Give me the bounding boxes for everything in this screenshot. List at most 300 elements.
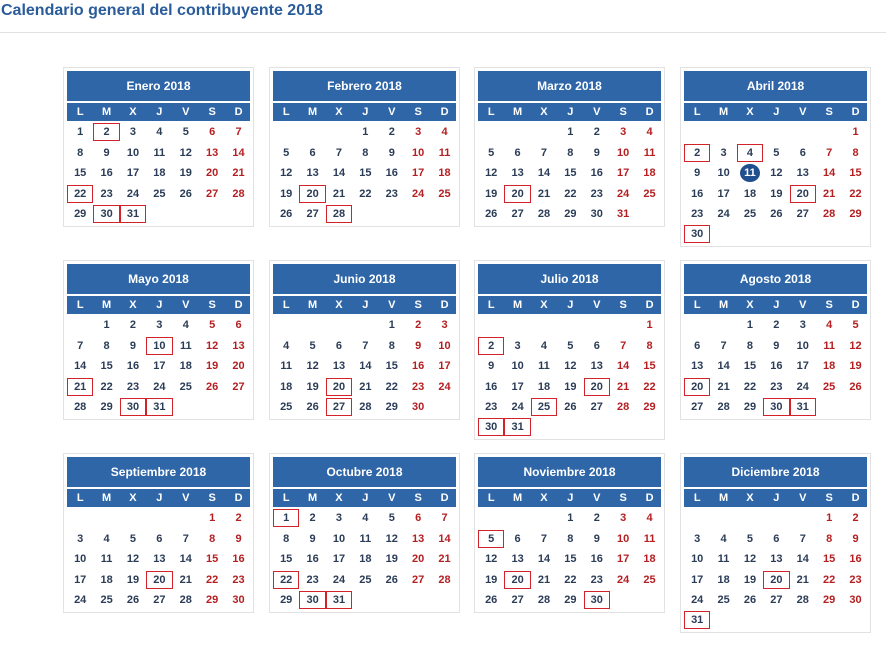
day-cell[interactable]: 17 [326, 550, 352, 568]
day-cell[interactable]: 1 [67, 123, 93, 141]
day-cell[interactable]: 26 [842, 378, 868, 396]
day-cell[interactable]: 9 [584, 144, 610, 162]
day-cell[interactable]: 10 [684, 550, 710, 568]
deadline-day[interactable]: 20 [299, 185, 325, 203]
day-cell[interactable]: 12 [478, 164, 504, 182]
day-cell[interactable]: 1 [842, 123, 868, 141]
day-cell[interactable]: 17 [610, 164, 636, 182]
day-cell[interactable]: 17 [504, 378, 530, 396]
day-cell[interactable]: 6 [405, 509, 431, 527]
day-cell[interactable]: 7 [610, 337, 636, 355]
day-cell[interactable]: 19 [737, 571, 763, 589]
day-cell[interactable]: 15 [816, 550, 842, 568]
day-cell[interactable]: 15 [636, 357, 662, 375]
day-cell[interactable]: 8 [273, 530, 299, 548]
day-cell[interactable]: 14 [173, 550, 199, 568]
day-cell[interactable]: 28 [790, 591, 816, 609]
day-cell[interactable]: 8 [379, 337, 405, 355]
day-cell[interactable]: 17 [684, 571, 710, 589]
day-cell[interactable]: 11 [816, 337, 842, 355]
day-cell[interactable]: 16 [405, 357, 431, 375]
day-cell[interactable]: 30 [225, 591, 251, 609]
day-cell[interactable]: 11 [273, 357, 299, 375]
day-cell[interactable]: 7 [816, 144, 842, 162]
day-cell[interactable]: 18 [146, 164, 172, 182]
day-cell[interactable]: 22 [93, 378, 119, 396]
day-cell[interactable]: 13 [790, 164, 816, 182]
day-cell[interactable]: 11 [531, 357, 557, 375]
day-cell[interactable]: 15 [93, 357, 119, 375]
day-cell[interactable]: 9 [584, 530, 610, 548]
day-cell[interactable]: 25 [273, 398, 299, 416]
day-cell[interactable]: 28 [352, 398, 378, 416]
day-cell[interactable]: 14 [352, 357, 378, 375]
day-cell[interactable]: 20 [199, 164, 225, 182]
day-cell[interactable]: 7 [531, 530, 557, 548]
deadline-day[interactable]: 25 [531, 398, 557, 416]
day-cell[interactable]: 27 [790, 205, 816, 223]
day-cell[interactable]: 9 [763, 337, 789, 355]
day-cell[interactable]: 24 [610, 571, 636, 589]
day-cell[interactable]: 23 [225, 571, 251, 589]
day-cell[interactable]: 11 [146, 144, 172, 162]
day-cell[interactable]: 18 [93, 571, 119, 589]
day-cell[interactable]: 1 [93, 316, 119, 334]
day-cell[interactable]: 18 [710, 571, 736, 589]
day-cell[interactable]: 4 [431, 123, 457, 141]
deadline-day[interactable]: 30 [763, 398, 789, 416]
day-cell[interactable]: 6 [684, 337, 710, 355]
day-cell[interactable]: 26 [737, 591, 763, 609]
day-cell[interactable]: 10 [610, 144, 636, 162]
day-cell[interactable]: 12 [299, 357, 325, 375]
day-cell[interactable]: 4 [93, 530, 119, 548]
day-cell[interactable]: 4 [352, 509, 378, 527]
day-cell[interactable]: 26 [763, 205, 789, 223]
deadline-day[interactable]: 31 [684, 611, 710, 629]
day-cell[interactable]: 13 [405, 530, 431, 548]
deadline-day[interactable]: 31 [504, 418, 530, 436]
day-cell[interactable]: 12 [379, 530, 405, 548]
day-cell[interactable]: 29 [67, 205, 93, 223]
day-cell[interactable]: 27 [199, 185, 225, 203]
deadline-day[interactable]: 20 [504, 571, 530, 589]
day-cell[interactable]: 4 [146, 123, 172, 141]
day-cell[interactable]: 8 [557, 530, 583, 548]
day-cell[interactable]: 8 [816, 530, 842, 548]
day-cell[interactable]: 3 [146, 316, 172, 334]
day-cell[interactable]: 28 [531, 591, 557, 609]
day-cell[interactable]: 23 [379, 185, 405, 203]
day-cell[interactable]: 6 [504, 530, 530, 548]
day-cell[interactable]: 27 [763, 591, 789, 609]
day-cell[interactable]: 19 [173, 164, 199, 182]
day-cell[interactable]: 27 [299, 205, 325, 223]
day-cell[interactable]: 25 [816, 378, 842, 396]
day-cell[interactable]: 6 [790, 144, 816, 162]
day-cell[interactable]: 12 [842, 337, 868, 355]
day-cell[interactable]: 11 [352, 530, 378, 548]
day-cell[interactable]: 26 [199, 378, 225, 396]
day-cell[interactable]: 27 [584, 398, 610, 416]
day-cell[interactable]: 24 [504, 398, 530, 416]
day-cell[interactable]: 26 [173, 185, 199, 203]
day-cell[interactable]: 4 [816, 316, 842, 334]
day-cell[interactable]: 4 [173, 316, 199, 334]
deadline-day[interactable]: 1 [273, 509, 299, 527]
day-cell[interactable]: 23 [763, 378, 789, 396]
day-cell[interactable]: 9 [842, 530, 868, 548]
day-cell[interactable]: 17 [790, 357, 816, 375]
day-cell[interactable]: 13 [326, 357, 352, 375]
day-cell[interactable]: 22 [816, 571, 842, 589]
day-cell[interactable]: 7 [326, 144, 352, 162]
day-cell[interactable]: 24 [710, 205, 736, 223]
day-cell[interactable]: 8 [93, 337, 119, 355]
day-cell[interactable]: 7 [431, 509, 457, 527]
deadline-day[interactable]: 30 [299, 591, 325, 609]
day-cell[interactable]: 16 [299, 550, 325, 568]
deadline-day[interactable]: 4 [737, 144, 763, 162]
day-cell[interactable]: 17 [431, 357, 457, 375]
day-cell[interactable]: 26 [299, 398, 325, 416]
day-cell[interactable]: 1 [352, 123, 378, 141]
day-cell[interactable]: 21 [352, 378, 378, 396]
day-cell[interactable]: 29 [557, 205, 583, 223]
deadline-day[interactable]: 20 [326, 378, 352, 396]
day-cell[interactable]: 17 [610, 550, 636, 568]
day-cell[interactable]: 10 [504, 357, 530, 375]
day-cell[interactable]: 12 [273, 164, 299, 182]
day-cell[interactable]: 23 [842, 571, 868, 589]
day-cell[interactable]: 7 [531, 144, 557, 162]
day-cell[interactable]: 17 [710, 185, 736, 203]
day-cell[interactable]: 22 [557, 571, 583, 589]
day-cell[interactable]: 14 [67, 357, 93, 375]
day-cell[interactable]: 22 [352, 185, 378, 203]
day-cell[interactable]: 3 [610, 509, 636, 527]
day-cell[interactable]: 22 [737, 378, 763, 396]
day-cell[interactable]: 10 [405, 144, 431, 162]
day-cell[interactable]: 19 [763, 185, 789, 203]
day-cell[interactable]: 19 [379, 550, 405, 568]
day-cell[interactable]: 21 [431, 550, 457, 568]
day-cell[interactable]: 3 [684, 530, 710, 548]
day-cell[interactable]: 23 [93, 185, 119, 203]
day-cell[interactable]: 25 [636, 185, 662, 203]
day-cell[interactable]: 29 [557, 591, 583, 609]
day-cell[interactable]: 1 [816, 509, 842, 527]
day-cell[interactable]: 3 [405, 123, 431, 141]
day-cell[interactable]: 10 [431, 337, 457, 355]
day-cell[interactable]: 22 [842, 185, 868, 203]
day-cell[interactable]: 29 [816, 591, 842, 609]
day-cell[interactable]: 16 [842, 550, 868, 568]
day-cell[interactable]: 12 [557, 357, 583, 375]
day-cell[interactable]: 13 [504, 164, 530, 182]
deadline-day[interactable]: 30 [120, 398, 146, 416]
day-cell[interactable]: 2 [225, 509, 251, 527]
day-cell[interactable]: 5 [273, 144, 299, 162]
day-cell[interactable]: 29 [199, 591, 225, 609]
deadline-day[interactable]: 22 [67, 185, 93, 203]
deadline-day[interactable]: 20 [763, 571, 789, 589]
day-cell[interactable]: 13 [504, 550, 530, 568]
day-cell[interactable]: 24 [790, 378, 816, 396]
day-cell[interactable]: 21 [790, 571, 816, 589]
day-cell[interactable]: 29 [379, 398, 405, 416]
day-cell[interactable]: 10 [67, 550, 93, 568]
day-cell[interactable]: 31 [610, 205, 636, 223]
day-cell[interactable]: 27 [504, 205, 530, 223]
deadline-day[interactable]: 30 [478, 418, 504, 436]
day-cell[interactable]: 22 [636, 378, 662, 396]
day-cell[interactable]: 25 [146, 185, 172, 203]
day-cell[interactable]: 9 [405, 337, 431, 355]
deadline-day[interactable]: 31 [326, 591, 352, 609]
day-cell[interactable]: 4 [710, 530, 736, 548]
day-cell[interactable]: 3 [326, 509, 352, 527]
day-cell[interactable]: 28 [67, 398, 93, 416]
day-cell[interactable]: 7 [225, 123, 251, 141]
day-cell[interactable]: 25 [737, 205, 763, 223]
day-cell[interactable]: 25 [431, 185, 457, 203]
day-cell[interactable]: 30 [584, 205, 610, 223]
day-cell[interactable]: 29 [842, 205, 868, 223]
day-cell[interactable]: 27 [405, 571, 431, 589]
day-cell[interactable]: 26 [478, 205, 504, 223]
day-cell[interactable]: 3 [431, 316, 457, 334]
deadline-day[interactable]: 27 [326, 398, 352, 416]
day-cell[interactable]: 13 [299, 164, 325, 182]
day-cell[interactable]: 15 [737, 357, 763, 375]
day-cell[interactable]: 10 [326, 530, 352, 548]
day-cell[interactable]: 5 [557, 337, 583, 355]
day-cell[interactable]: 21 [816, 185, 842, 203]
day-cell[interactable]: 30 [842, 591, 868, 609]
day-cell[interactable]: 18 [173, 357, 199, 375]
deadline-day[interactable]: 21 [67, 378, 93, 396]
day-cell[interactable]: 6 [225, 316, 251, 334]
day-cell[interactable]: 12 [763, 164, 789, 182]
day-cell[interactable]: 14 [816, 164, 842, 182]
day-cell[interactable]: 28 [531, 205, 557, 223]
day-cell[interactable]: 16 [584, 164, 610, 182]
day-cell[interactable]: 4 [636, 509, 662, 527]
day-cell[interactable]: 6 [584, 337, 610, 355]
day-cell[interactable]: 25 [710, 591, 736, 609]
day-cell[interactable]: 30 [405, 398, 431, 416]
day-cell[interactable]: 22 [199, 571, 225, 589]
day-cell[interactable]: 6 [504, 144, 530, 162]
day-cell[interactable]: 24 [405, 185, 431, 203]
day-cell[interactable]: 16 [684, 185, 710, 203]
day-cell[interactable]: 18 [636, 550, 662, 568]
day-cell[interactable]: 10 [120, 144, 146, 162]
day-cell[interactable]: 11 [710, 550, 736, 568]
day-cell[interactable]: 19 [842, 357, 868, 375]
day-cell[interactable]: 15 [379, 357, 405, 375]
day-cell[interactable]: 22 [557, 185, 583, 203]
day-cell[interactable]: 18 [816, 357, 842, 375]
day-cell[interactable]: 21 [173, 571, 199, 589]
day-cell[interactable]: 6 [763, 530, 789, 548]
deadline-day[interactable]: 31 [146, 398, 172, 416]
day-cell[interactable]: 28 [816, 205, 842, 223]
day-cell[interactable]: 14 [225, 144, 251, 162]
day-cell[interactable]: 20 [225, 357, 251, 375]
day-cell[interactable]: 23 [120, 378, 146, 396]
day-cell[interactable]: 27 [504, 591, 530, 609]
day-cell[interactable]: 16 [225, 550, 251, 568]
day-cell[interactable]: 13 [584, 357, 610, 375]
day-cell[interactable]: 2 [379, 123, 405, 141]
day-cell[interactable]: 10 [710, 164, 736, 182]
deadline-day[interactable]: 20 [790, 185, 816, 203]
day-cell[interactable]: 29 [93, 398, 119, 416]
day-cell[interactable]: 12 [173, 144, 199, 162]
day-cell[interactable]: 25 [93, 591, 119, 609]
day-cell[interactable]: 10 [610, 530, 636, 548]
day-cell[interactable]: 24 [684, 591, 710, 609]
day-cell[interactable]: 2 [120, 316, 146, 334]
day-cell[interactable]: 11 [93, 550, 119, 568]
deadline-day[interactable]: 2 [684, 144, 710, 162]
day-cell[interactable]: 10 [790, 337, 816, 355]
day-cell[interactable]: 8 [67, 144, 93, 162]
deadline-day[interactable]: 10 [146, 337, 172, 355]
day-cell[interactable]: 23 [584, 185, 610, 203]
day-cell[interactable]: 24 [146, 378, 172, 396]
day-cell[interactable]: 16 [93, 164, 119, 182]
day-cell[interactable]: 25 [352, 571, 378, 589]
day-cell[interactable]: 3 [67, 530, 93, 548]
day-cell[interactable]: 18 [352, 550, 378, 568]
day-cell[interactable]: 23 [299, 571, 325, 589]
day-cell[interactable]: 19 [199, 357, 225, 375]
day-cell[interactable]: 24 [431, 378, 457, 396]
day-cell[interactable]: 4 [531, 337, 557, 355]
day-cell[interactable]: 28 [173, 591, 199, 609]
day-cell[interactable]: 23 [684, 205, 710, 223]
day-cell[interactable]: 11 [173, 337, 199, 355]
day-cell[interactable]: 19 [299, 378, 325, 396]
day-cell[interactable]: 23 [584, 571, 610, 589]
day-cell[interactable]: 7 [790, 530, 816, 548]
day-cell[interactable]: 9 [478, 357, 504, 375]
day-cell[interactable]: 3 [790, 316, 816, 334]
day-cell[interactable]: 28 [710, 398, 736, 416]
day-cell[interactable]: 5 [173, 123, 199, 141]
day-cell[interactable]: 29 [636, 398, 662, 416]
day-cell[interactable]: 13 [763, 550, 789, 568]
deadline-day[interactable]: 31 [120, 205, 146, 223]
day-cell[interactable]: 19 [557, 378, 583, 396]
day-cell[interactable]: 19 [478, 185, 504, 203]
day-cell[interactable]: 27 [684, 398, 710, 416]
day-cell[interactable]: 15 [557, 550, 583, 568]
day-cell[interactable]: 1 [379, 316, 405, 334]
deadline-day[interactable]: 28 [326, 205, 352, 223]
day-cell[interactable]: 15 [273, 550, 299, 568]
day-cell[interactable]: 15 [557, 164, 583, 182]
day-cell[interactable]: 19 [120, 571, 146, 589]
day-cell[interactable]: 7 [710, 337, 736, 355]
day-cell[interactable]: 16 [584, 550, 610, 568]
day-cell[interactable]: 14 [790, 550, 816, 568]
day-cell[interactable]: 22 [379, 378, 405, 396]
day-cell[interactable]: 27 [225, 378, 251, 396]
day-cell[interactable]: 29 [273, 591, 299, 609]
day-cell[interactable]: 15 [352, 164, 378, 182]
day-cell[interactable]: 18 [431, 164, 457, 182]
day-cell[interactable]: 3 [710, 144, 736, 162]
day-cell[interactable]: 20 [405, 550, 431, 568]
day-cell[interactable]: 16 [120, 357, 146, 375]
day-cell[interactable]: 1 [636, 316, 662, 334]
day-cell[interactable]: 16 [379, 164, 405, 182]
day-cell[interactable]: 1 [737, 316, 763, 334]
current-day[interactable]: 11 [740, 164, 760, 182]
day-cell[interactable]: 2 [584, 123, 610, 141]
day-cell[interactable]: 9 [379, 144, 405, 162]
day-cell[interactable]: 28 [431, 571, 457, 589]
day-cell[interactable]: 15 [199, 550, 225, 568]
day-cell[interactable]: 23 [405, 378, 431, 396]
day-cell[interactable]: 18 [273, 378, 299, 396]
day-cell[interactable]: 12 [737, 550, 763, 568]
day-cell[interactable]: 5 [199, 316, 225, 334]
day-cell[interactable]: 21 [710, 378, 736, 396]
day-cell[interactable]: 24 [120, 185, 146, 203]
day-cell[interactable]: 17 [120, 164, 146, 182]
day-cell[interactable]: 12 [199, 337, 225, 355]
day-cell[interactable]: 13 [225, 337, 251, 355]
day-cell[interactable]: 29 [737, 398, 763, 416]
day-cell[interactable]: 9 [299, 530, 325, 548]
day-cell[interactable]: 1 [199, 509, 225, 527]
day-cell[interactable]: 15 [842, 164, 868, 182]
day-cell[interactable]: 25 [636, 571, 662, 589]
day-cell[interactable]: 14 [326, 164, 352, 182]
deadline-day[interactable]: 2 [93, 123, 119, 141]
day-cell[interactable]: 13 [199, 144, 225, 162]
day-cell[interactable]: 19 [273, 185, 299, 203]
day-cell[interactable]: 7 [173, 530, 199, 548]
day-cell[interactable]: 8 [352, 144, 378, 162]
deadline-day[interactable]: 30 [684, 225, 710, 243]
day-cell[interactable]: 5 [299, 337, 325, 355]
day-cell[interactable]: 13 [146, 550, 172, 568]
day-cell[interactable]: 5 [379, 509, 405, 527]
day-cell[interactable]: 14 [531, 164, 557, 182]
day-cell[interactable]: 17 [146, 357, 172, 375]
deadline-day[interactable]: 22 [273, 571, 299, 589]
deadline-day[interactable]: 31 [790, 398, 816, 416]
day-cell[interactable]: 18 [531, 378, 557, 396]
deadline-day[interactable]: 30 [584, 591, 610, 609]
day-cell[interactable]: 19 [478, 571, 504, 589]
day-cell[interactable]: 24 [326, 571, 352, 589]
day-cell[interactable]: 8 [737, 337, 763, 355]
day-cell[interactable]: 25 [173, 378, 199, 396]
day-cell[interactable]: 4 [273, 337, 299, 355]
day-cell[interactable]: 8 [842, 144, 868, 162]
deadline-day[interactable]: 2 [478, 337, 504, 355]
day-cell[interactable]: 8 [557, 144, 583, 162]
day-cell[interactable]: 11 [636, 530, 662, 548]
day-cell[interactable]: 26 [478, 591, 504, 609]
